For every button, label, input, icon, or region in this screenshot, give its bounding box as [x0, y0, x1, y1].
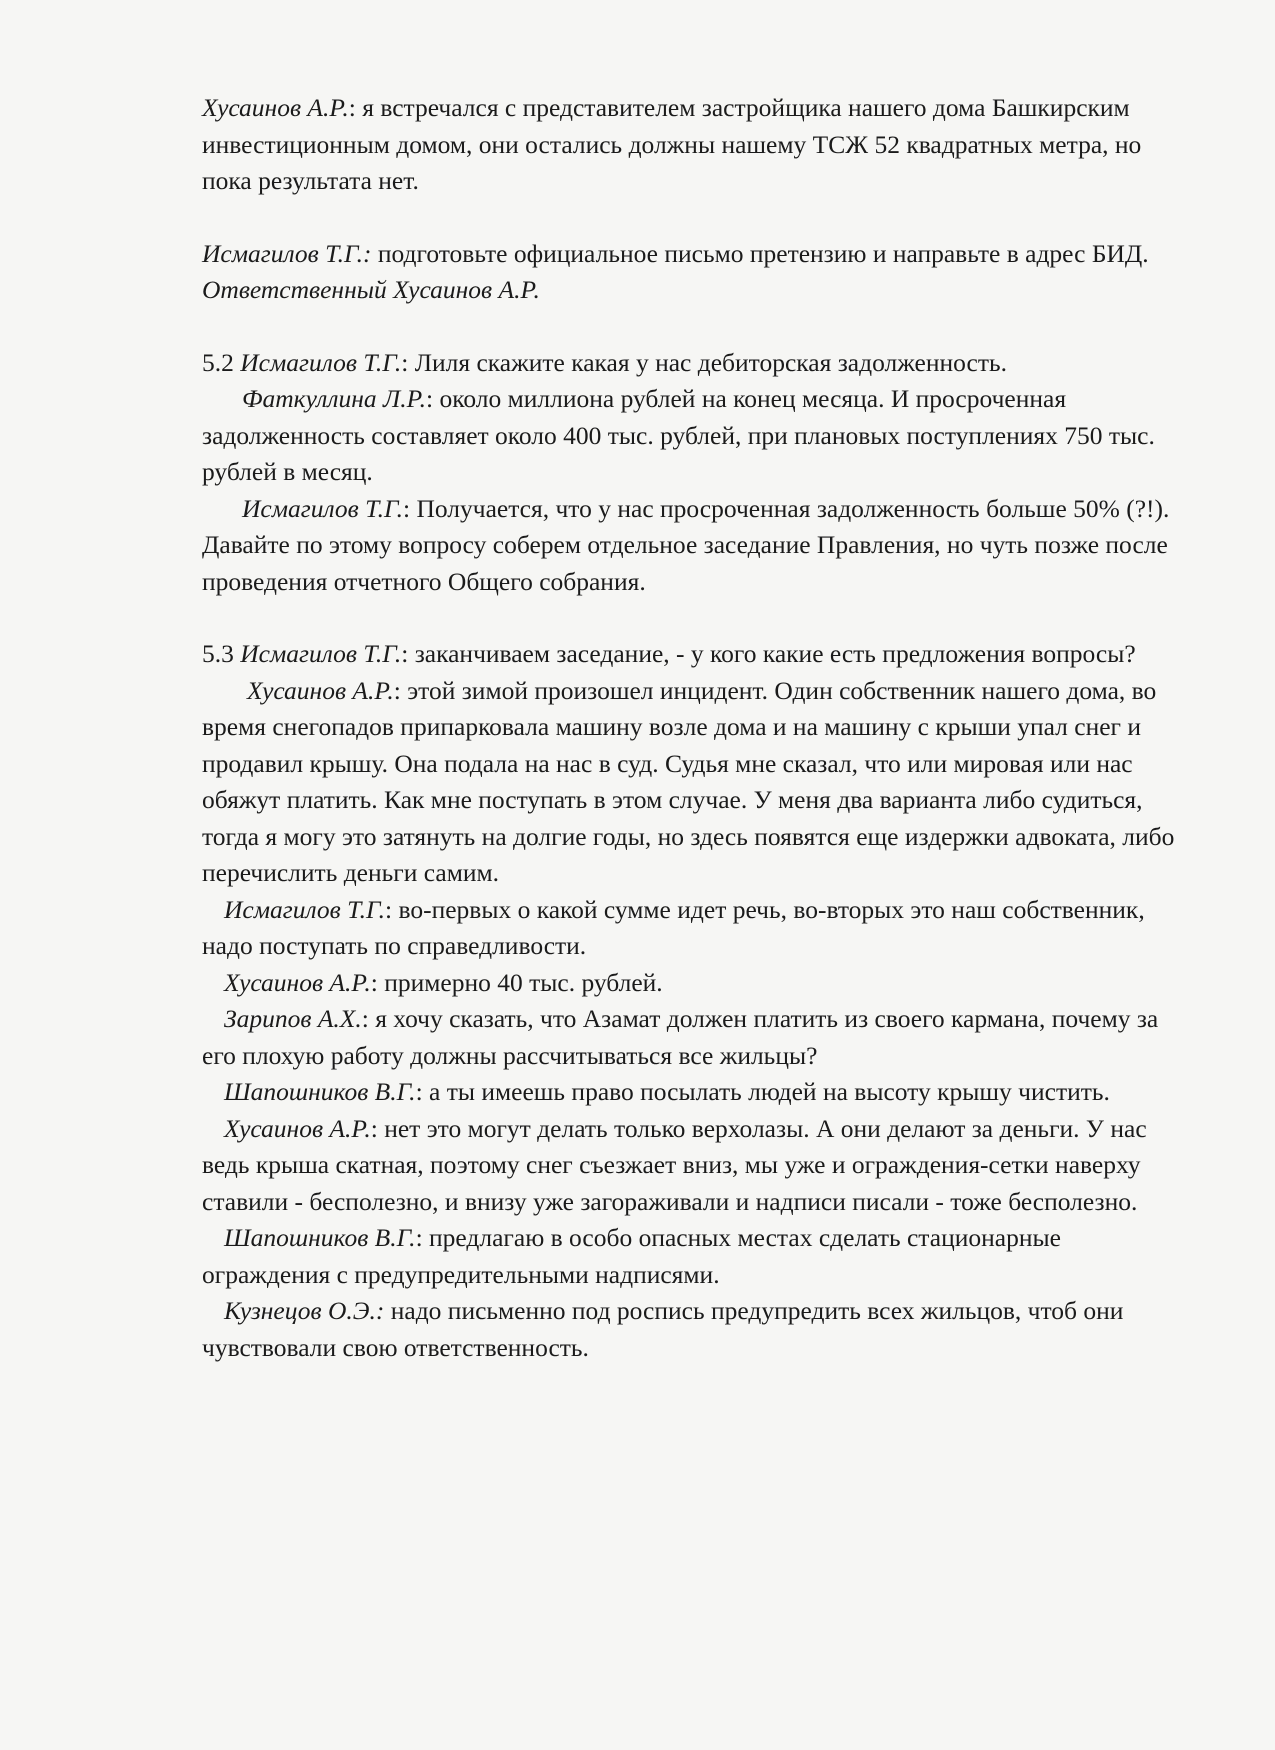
paragraph-item-5-2 [202, 345, 1182, 382]
paragraph-shaposhnikov-barriers [202, 1220, 1182, 1293]
speaker-name: Шапошников В.Г. [224, 1077, 416, 1106]
paragraph-text: : Лиля скажите какая у нас дебиторская задолженность. [401, 347, 1007, 377]
paragraph-text: : во-первых о какой сумме идет речь, во-вторых это наш собственник, надо поступать по справедливости. [202, 894, 1145, 960]
paragraph-item-5-3 [202, 636, 1182, 673]
paragraph-responsible [202, 272, 1182, 309]
paragraph-fatkullina [202, 381, 1182, 491]
speaker-name: Хусаинов А.Р. [247, 675, 394, 705]
document-body [202, 90, 1182, 1366]
item-number: 5.3 [202, 639, 241, 668]
paragraph-text: : этой зимой произошел инцидент. Один собственник нашего дома, во время снегопадов припарковала машину возле дома и на машину с крыши упал снег и продавил крышу. Она подала на нас в суд. Судья мне сказал, что или мировая или нас обяжут платить. Как мне поступать в этом случае. У меня два варианта либо судиться, тогда я могу это затянуть на долгие годы, но здесь появятся еще издержки адвоката, либо перечислить деньги самим. [202, 675, 1175, 887]
speaker-name: Исмагилов Т.Г. [240, 639, 402, 668]
speaker-name: Фаткуллина Л.Р. [242, 384, 427, 413]
paragraph-khusainov-climbers [202, 1111, 1182, 1221]
paragraph-text: : около миллиона рублей на конец месяца. И просроченная задолженность составляет около 400 тыс. рублей, при плановых поступлениях 750 тыс. рублей в месяц. [202, 384, 1155, 486]
speaker-name: Хусаинов А.Р. [224, 1113, 371, 1143]
paragraph-text: подготовьте официальное письмо претензию и направьте в адрес БИД. [371, 238, 1149, 268]
paragraph-text: : нет это могут делать только верхолазы. А они делают за деньги. У нас ведь крыша скатная, поэтому снег съезжает вниз, мы уже и ограждения-сетки наверху ставили - бесполезно, и внизу уже загораживали и надписи писали - тоже бесполезно. [202, 1113, 1147, 1216]
paragraph-zaripov [202, 1001, 1182, 1074]
paragraph-text: : я хочу сказать, что Азамат должен платить из своего кармана, почему за его плохую работу должны рассчитываться все жильцы? [202, 1004, 1159, 1070]
speaker-name: Исмагилов Т.Г. [224, 894, 385, 924]
speaker-name: Исмагилов Т.Г. [240, 347, 402, 377]
paragraph-gap [202, 600, 1182, 636]
speaker-name: Исмагилов Т.Г.: [202, 238, 372, 268]
paragraph-text: : примерно 40 тыс. рублей. [370, 967, 663, 997]
paragraph-khusainov-incident [202, 673, 1182, 892]
item-number: 5.2 [202, 347, 241, 377]
speaker-name: Хусаинов А.Р. [202, 93, 349, 122]
responsible-person: Ответственный Хусаинов А.Р. [202, 275, 540, 304]
paragraph-khusainov-amount [202, 965, 1182, 1002]
speaker-name: Зарипов А.Х. [224, 1004, 362, 1033]
paragraph-shaposhnikov-height [202, 1074, 1182, 1111]
paragraph-ismagilov-sum [202, 892, 1182, 965]
paragraph-khusainov-developer [202, 90, 1182, 200]
speaker-name: Хусаинов А.Р. [224, 967, 371, 997]
paragraph-text: : Получается, что у нас просроченная задолженность больше 50% (?!). Давайте по этому вопросу соберем отдельное заседание Правления, но чуть позже после проведения отчетного Общего собрания. [202, 493, 1170, 596]
paragraph-ismagilov-letter [202, 236, 1182, 273]
paragraph-kuznetsov [202, 1293, 1182, 1366]
speaker-name: Шапошников В.Г. [224, 1223, 416, 1252]
paragraph-text: надо письменно под роспись предупредить всех жильцов, чтоб они чувствовали свою ответственность. [202, 1296, 1124, 1362]
paragraph-ismagilov-overdue [202, 491, 1182, 601]
paragraph-text: : предлагаю в особо опасных местах сделать стационарные ограждения с предупредительными надписями. [202, 1223, 1061, 1289]
paragraph-text: : а ты имеешь право посылать людей на высоту крышу чистить. [415, 1077, 1110, 1106]
paragraph-text: : я встречался с представителем застройщика нашего дома Башкирским инвестиционным домом, они остались должны нашему ТСЖ 52 квадратных метра, но пока результата нет. [202, 93, 1142, 195]
paragraph-gap [202, 200, 1182, 236]
speaker-name: Кузнецов О.Э.: [224, 1296, 385, 1325]
paragraph-gap [202, 309, 1182, 345]
speaker-name: Исмагилов Т.Г. [242, 493, 403, 523]
paragraph-text: : заканчиваем заседание, - у кого какие есть предложения вопросы? [401, 639, 1136, 668]
